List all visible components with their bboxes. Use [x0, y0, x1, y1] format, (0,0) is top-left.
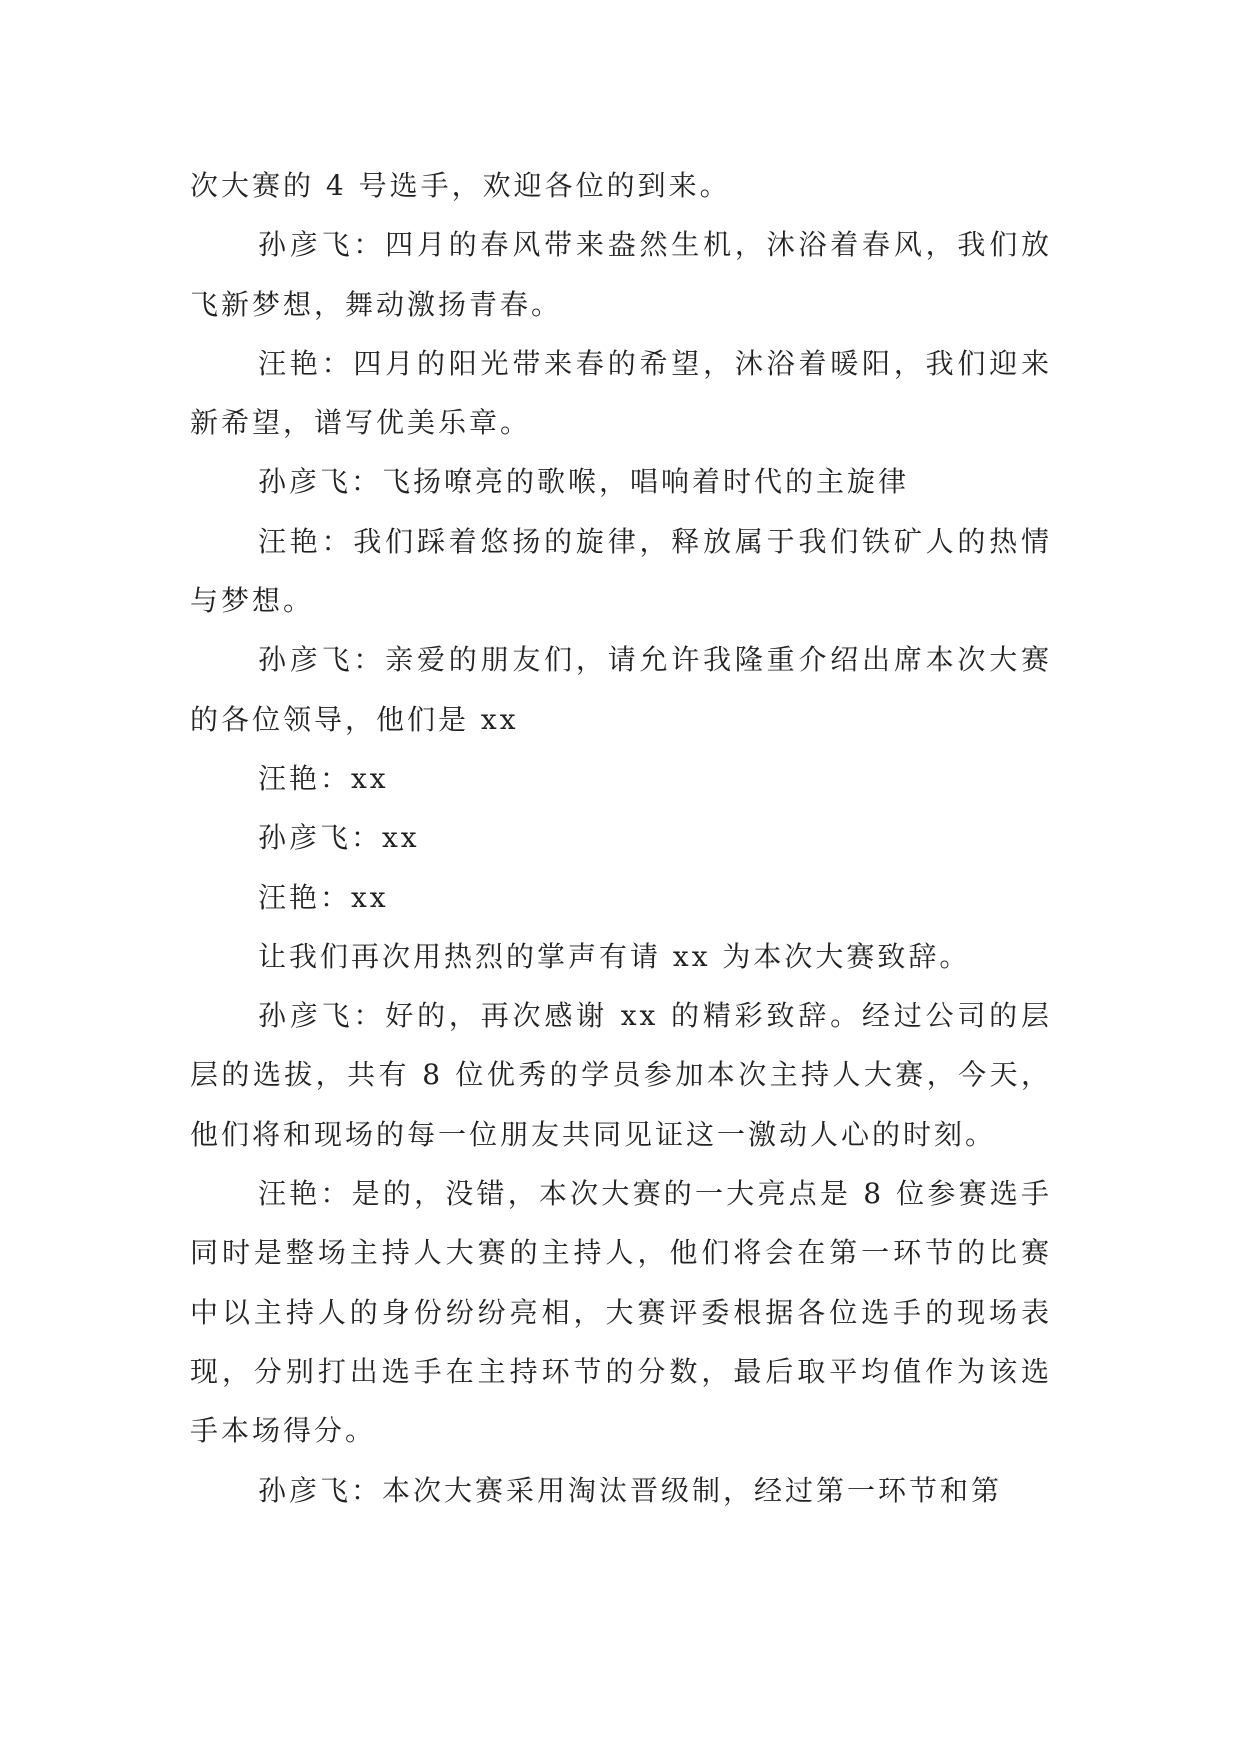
paragraph-13: 孙彦飞：本次大赛采用淘汰晋级制，经过第一环节和第: [258, 1473, 1003, 1507]
paragraph-3: 汪艳：四月的阳光带来春的希望，沐浴着暖阳，我们迎来新希望，谱写优美乐章。: [190, 346, 1052, 440]
paragraph-7: 汪艳：xx: [258, 761, 389, 795]
paragraph-1: 次大赛的 4 号选手，欢迎各位的到来。: [190, 169, 731, 202]
paragraph-2: 孙彦飞：四月的春风带来盎然生机，沐浴着春风，我们放飞新梦想，舞动激扬青春。: [190, 228, 1052, 321]
paragraph-4: 孙彦飞：飞扬嘹亮的歌喉，唱响着时代的主旋律: [258, 465, 910, 499]
paragraph-12: 汪艳：是的，没错，本次大赛的一大亮点是 8 位参赛选手同时是整场主持人大赛的主持人，他们将会在第一环节的比赛中以主持人的身份纷纷亮相，大赛评委根据各位选手的现场表现，分别打出选手在主持环节的分数，最后取平均值作为该选手本场得分。: [190, 1177, 1052, 1448]
paragraph-10: 让我们再次用热烈的掌声有请 xx 为本次大赛致辞。: [258, 939, 971, 973]
paragraph-11: 孙彦飞：好的，再次感谢 xx 的精彩致辞。经过公司的层层的选拔，共有 8 位优秀的学员参加本次主持人大赛，今天，他们将和现场的每一位朋友共同见证这一激动人心的时刻。: [190, 999, 1052, 1151]
document-body: [190, 156, 1052, 1520]
paragraph-5: 汪艳：我们踩着悠扬的旋律，释放属于我们铁矿人的热情与梦想。: [190, 524, 1052, 618]
paragraph-6: 孙彦飞：亲爱的朋友们，请允许我隆重介绍出席本次大赛的各位领导，他们是 xx: [190, 643, 1052, 736]
paragraph-8: 孙彦飞：xx: [258, 821, 420, 855]
paragraph-9: 汪艳：xx: [258, 880, 389, 914]
